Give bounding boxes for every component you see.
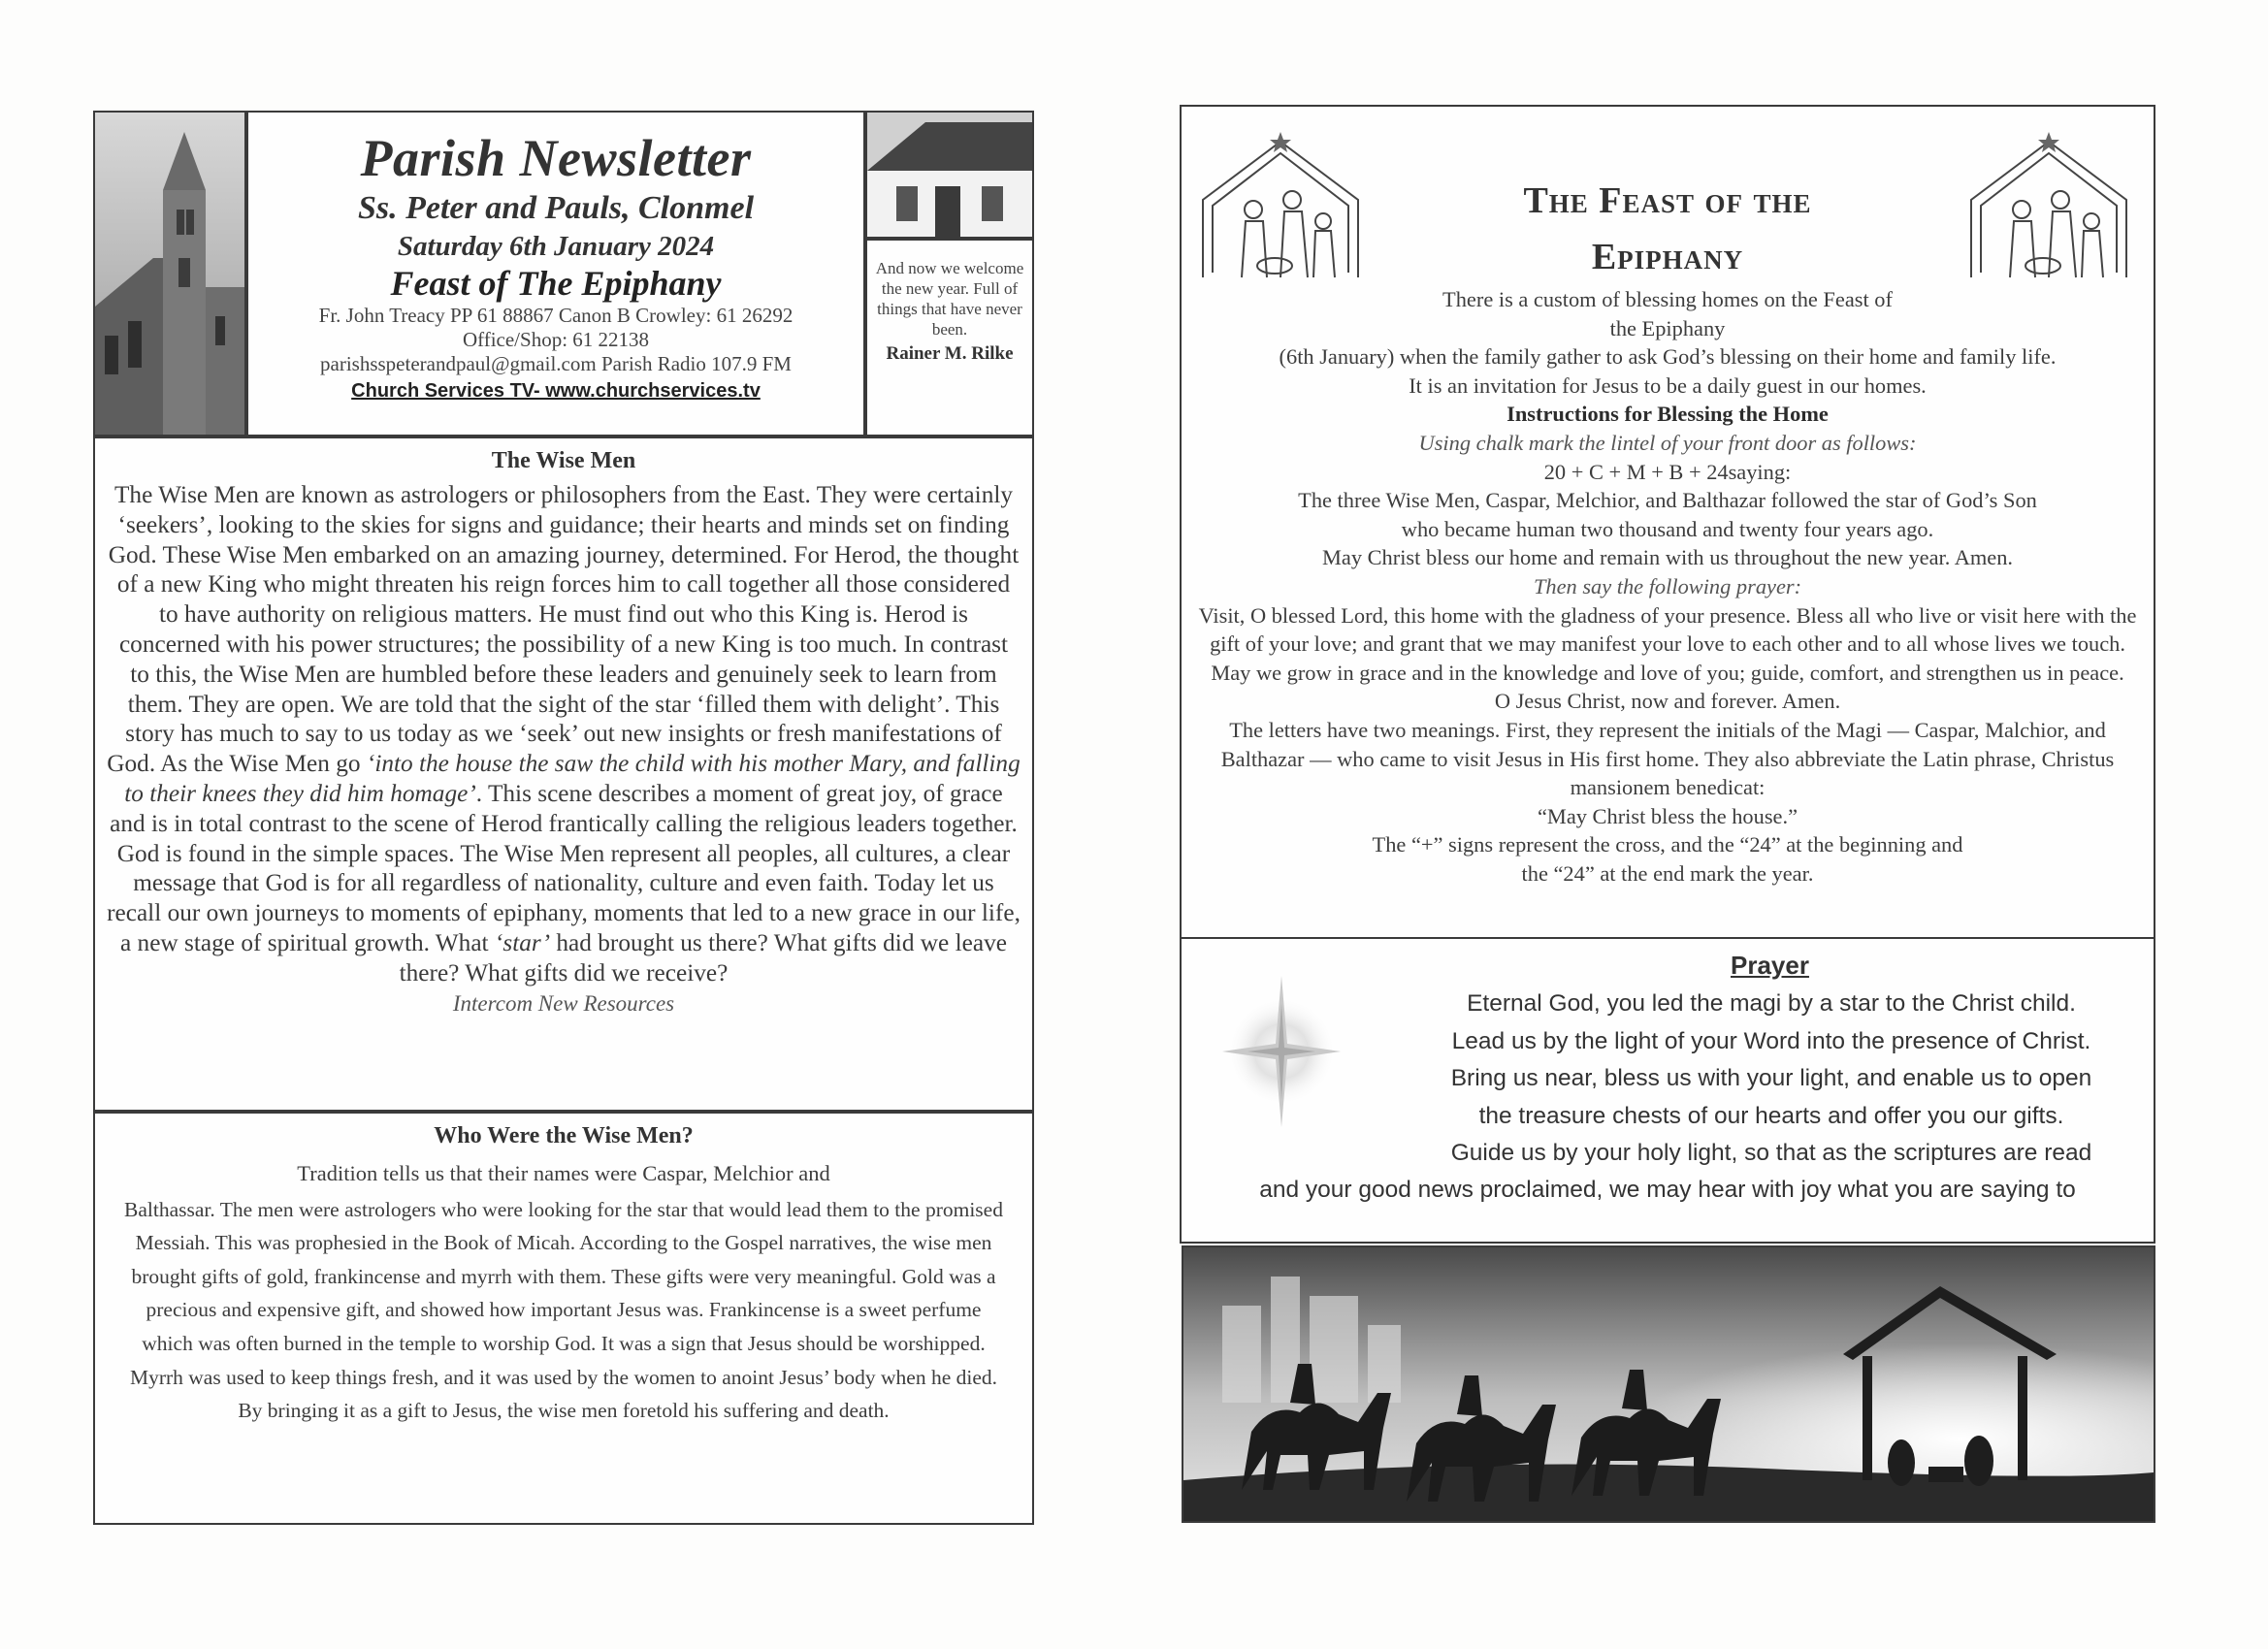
saying-line-3: May Christ bless our home and remain with us throughout the new year. Amen. (1321, 545, 2014, 570)
wise-men-paragraph-2: . This scene describes a moment of great joy, of grace and is in total contrast to the scene of Herod frantically calling the religious leaders together. God is found in the simple spaces. The Wise Men represent all peoples, all cultures, a clear message that God is for all regardless of nationality, culture and even faith. Today let us recall our own journeys to moments of epiphany, moments that led to a new grace in our life, a new stage of spiritual growth. What (107, 779, 1021, 956)
chalk-formula: 20 + C + M + B + 24saying: (1543, 459, 1792, 484)
new-year-quote: And now we welcome the new year. Full of things that have never been. (875, 259, 1024, 339)
email-radio-contact: parishsspeterandpaul@gmail.com Parish Radio 107.9 FM (320, 352, 792, 375)
letters-meaning: The letters have two meanings. First, they represent the initials of the Magi — Caspar, Malchior, and Balthazar — who came to visit Jesus in His first home. They also abbreviate the Latin phrase, Christus mansionem benedicat: (1220, 717, 2115, 800)
wise-men-body (95, 480, 1032, 1018)
magi-nativity-silhouette-image (1182, 1245, 2155, 1523)
newsletter-title-block (246, 111, 865, 436)
prayer-line-2: Lead us by the light of your Word into the presence of Christ. (1451, 1027, 2091, 1054)
prayer-lines (1432, 986, 2111, 1173)
instructions-heading: Instructions for Blessing the Home (1507, 402, 1829, 427)
prayer-line-5: Guide us by your holy light, so that as the scriptures are read (1450, 1140, 2092, 1167)
latin-motto: “May Christ bless the house.” (1537, 803, 1798, 828)
prayer-line-4: the treasure chests of our hearts and offer you our gifts. (1478, 1102, 2064, 1129)
newsletter-title: Parish Newsletter (360, 129, 752, 187)
chalk-instruction: Using chalk mark the lintel of your front door as follows: (1418, 430, 1917, 455)
feast-intro-4: It is an invitation for Jesus to be a daily guest in our homes. (1409, 372, 1927, 398)
feast-intro-1: There is a custom of blessing homes on the Feast of (1442, 287, 1893, 311)
feast-title-line-1: The Feast of the (1523, 180, 1812, 221)
nativity-line-art-right-icon (1963, 132, 2134, 287)
star-icon (1218, 974, 1345, 1129)
nativity-line-art-left-icon (1195, 132, 1366, 287)
wise-men-paragraph-3: had brought us there? What gifts did we leave there? What gifts did we receive? (399, 928, 1007, 986)
blessing-prayer: Visit, O blessed Lord, this home with the gladness of your presence. Bless all who live or visit here with the gift of your love; and grant that we may manifest your love to each other and to all whose lives we touch. May we grow in grace and in the knowledge and love of you; guide, comfort, and strengthen us in peace. (1198, 602, 2137, 685)
prayer-line-3: Bring us near, bless us with your light, and enable us to open (1450, 1065, 2092, 1092)
who-were-first-line: Tradition tells us that their names were Caspar, Melchior and (297, 1161, 830, 1185)
clergy-contacts: Fr. John Treacy PP 61 88867 Canon B Crowley: 61 26292 (318, 304, 794, 327)
signs-meaning-1: The “+” signs represent the cross, and the “24” at the beginning and (1372, 832, 1963, 857)
blessing-prayer-end: O Jesus Christ, now and forever. Amen. (1494, 689, 1841, 714)
who-were-wise-men-article (93, 1112, 1034, 1525)
feast-of-epiphany-article (1180, 105, 2155, 939)
saying-line-1: The three Wise Men, Caspar, Melchior, and Balthazar followed the star of God’s Son (1298, 488, 2037, 513)
saying-line-2: who became human two thousand and twenty four years ago. (1401, 516, 1934, 541)
feast-intro-2: the Epiphany (1609, 315, 1726, 340)
wise-men-paragraph-1: The Wise Men are known as astrologers or philosophers from the East. They were certainly ‘seekers’, looking to the skies for signs and guidance; their hearts and minds set on finding God. These Wise Men embarked on an amazing journey, determined. For Herod, the thought of a new King who might threaten his reign forces him to call together all those considered to have authority on religious matters. He must find out who this King is. Herod is concerned with his power structures; the possibility of a new King is too much. In contrast to this, the Wise Men are humbled before these leaders and genuinely seek to learn from them. They are open. We are told that the sight of the star ‘filled them with delight’. This story has much to say to us today as we ‘seek’ out new insights or fresh manifestations of God. As the Wise Men go (107, 481, 1020, 778)
church-photo (93, 111, 246, 436)
who-were-heading: Who Were the Wise Men? (434, 1123, 694, 1148)
prayer-box (1180, 937, 2155, 1244)
quote-box (865, 239, 1034, 436)
issue-date: Saturday 6th January 2024 (397, 231, 715, 262)
feast-name: Feast of The Epiphany (390, 264, 722, 303)
church-services-link[interactable]: Church Services TV- www.churchservices.tv (351, 380, 761, 402)
wise-men-heading: The Wise Men (491, 448, 636, 473)
prayer-line-6: and your good news proclaimed, we may hear with joy what you are saying to (1259, 1177, 2076, 1203)
signs-meaning-2: the “24” at the end mark the year. (1521, 860, 1814, 886)
quote-author: Rainer M. Rilke (886, 343, 1014, 364)
article-credit: Intercom New Resources (452, 990, 675, 1016)
who-were-body: Balthassar. The men were astrologers who were looking for the star that would lead them to the promised Messiah. This was prophesied in the Book of Micah. According to the Gospel narratives, the wise men brought gifts of gold, frankincense and myrrh with them. These gifts were very meaningful. Gold was a precious and expensive gift, and showed how important Jesus was. Frankincense is a sweet perfume which was often burned in the temple to worship God. It was a sign that Jesus should be worshipped. Myrrh was used to keep things fresh, and it was used by the women to anoint Jesus’ body when he died. By bringing it as a gift to Jesus, the wise men foretold his suffering and death. (124, 1197, 1003, 1423)
prayer-line-1: Eternal God, you led the magi by a star to the Christ child. (1467, 990, 2076, 1017)
wise-men-article (93, 436, 1034, 1112)
then-say-instruction: Then say the following prayer: (1533, 573, 1802, 598)
office-contact: Office/Shop: 61 22138 (462, 328, 650, 351)
prayer-heading: Prayer (1731, 951, 1809, 980)
scripture-quote: ‘into the house the saw the child with his mother Mary, and falling to their knees they did him homage’ (124, 750, 1021, 807)
star-word: ‘star’ (494, 928, 551, 956)
house-photo (865, 111, 1034, 239)
feast-intro-3: (6th January) when the family gather to ask God’s blessing on their home and family life. (1279, 344, 2057, 370)
feast-title-line-2: Epiphany (1591, 237, 1744, 277)
parish-name: Ss. Peter and Pauls, Clonmel (357, 190, 755, 226)
